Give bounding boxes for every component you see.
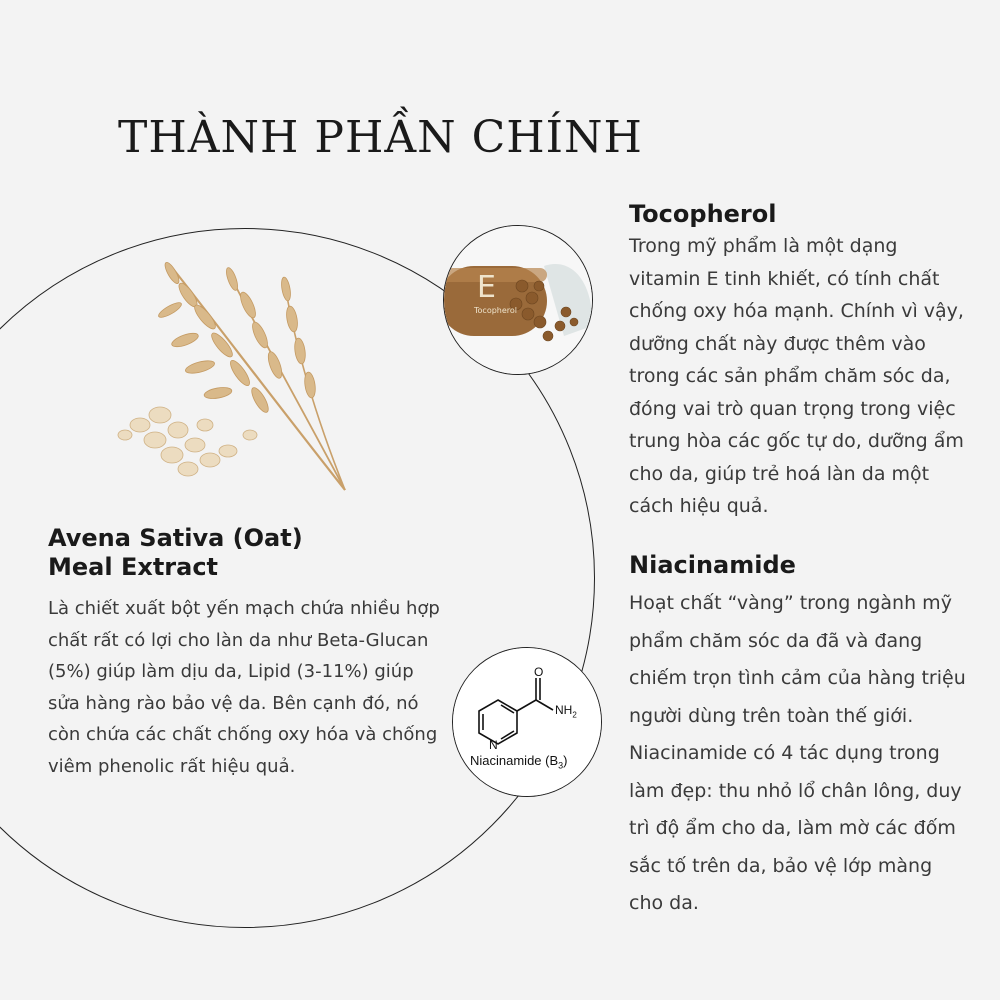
niacinamide-description: Hoạt chất “vàng” trong ngành mỹ phẩm chăm sóc da đã và đang chiếm trọn tình cảm của hàng triệu người dùng trên toàn thế giới. Niacinamide có 4 tác dụng trong làm đẹp: thu nhỏ lổ chân lông, duy trì độ ẩm cho da, làm mờ các đốm sắc tố trên da, bảo vệ lớp màng cho da. [629,592,966,914]
tocopherol-heading: Tocopherol [629,200,777,228]
molecule-name-label: Niacinamide $(B_3)$ [470,753,568,771]
oat-heading-line2: Meal Extract [48,553,219,581]
page-title: THÀNH PHẦN CHÍNH [118,112,643,163]
vitamin-e-capsule-icon [444,226,593,375]
niacinamide-structure-icon [453,648,602,797]
niacinamide-heading: Niacinamide [629,551,796,579]
oat-grain-icon [110,255,360,495]
amine-label: $NH_2$ [555,703,577,720]
capsule-letter: E [477,270,496,305]
capsule-label: Tocopherol [474,306,518,315]
tocopherol-image-circle [443,225,593,375]
nitrogen-atom-label: N [489,738,498,752]
oxygen-atom-label: O [534,665,544,679]
oat-heading-line1: Avena Sativa (Oat) [48,524,303,552]
oat-description: Là chiết xuất bột yến mạch chứa nhiều hợp chất rất có lợi cho làn da như Beta-Glucan (5%) giúp làm dịu da, Lipid (3-11%) giúp sửa hàng rào bảo vệ da. Bên cạnh đó, nó còn chứa các chất chống oxy hóa và chống viêm phenolic rất hiệu quả. [48,598,440,777]
oat-heading [48,524,428,582]
tocopherol-description: Trong mỹ phẩm là một dạng vitamin E tinh khiết, có tính chất chống oxy hóa mạnh. Chính vì vậy, dưỡng chất này được thêm vào trong các sản phẩm chăm sóc da, đóng vai trò quan trọng trong việc trung hòa các gốc tự do, dưỡng ẩm cho da, giúp trẻ hoá làn da một cách hiệu quả. [629,235,964,517]
niacinamide-image-circle [452,647,602,797]
